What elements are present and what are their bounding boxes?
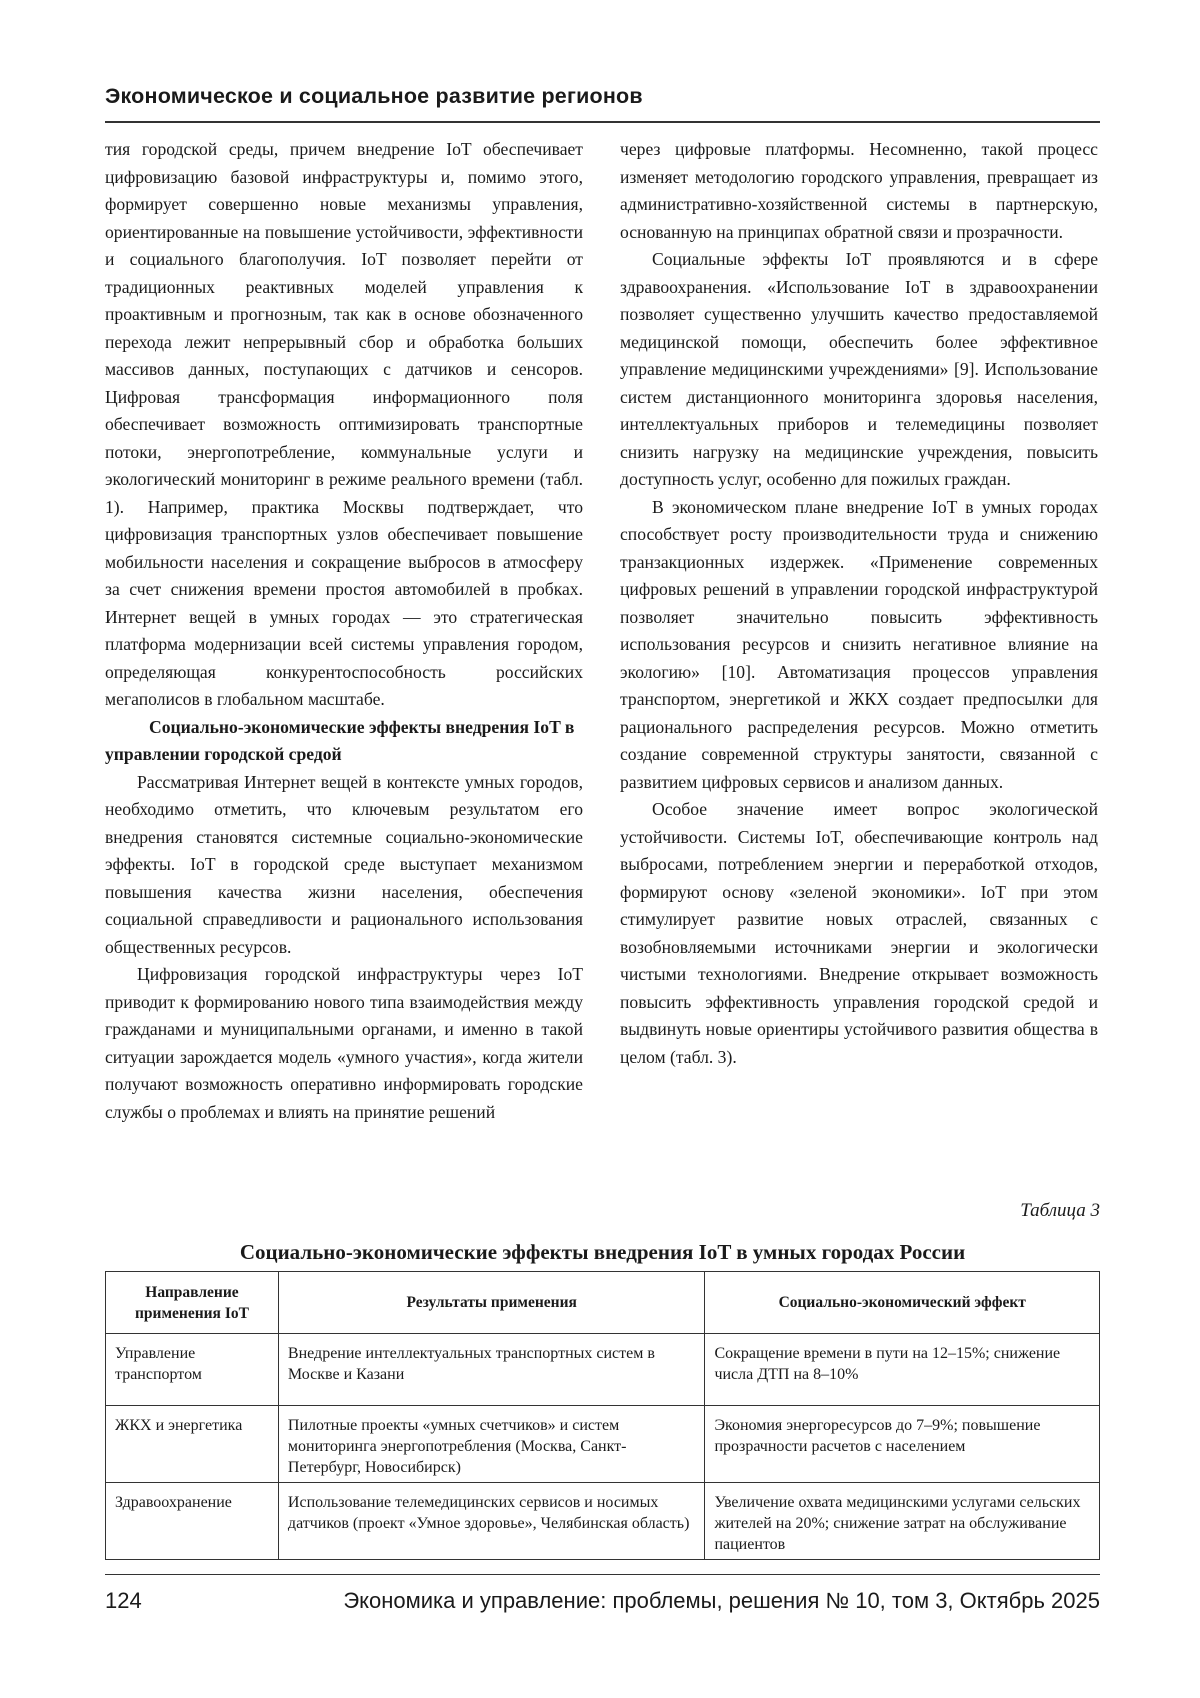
table-header-cell: Результаты применения bbox=[278, 1272, 705, 1334]
table-cell: Увеличение охвата медицинскими услугами сельских жителей на 20%; снижение затрат на обслуживание пациентов bbox=[705, 1483, 1100, 1560]
journal-section-header: Экономическое и социальное развитие регионов bbox=[105, 84, 643, 108]
header-divider bbox=[105, 121, 1100, 123]
right-paragraph-1: через цифровые платформы. Несомненно, такой процесс изменяет методологию городского управления, превращает из административно-хозяйственной системы в партнерскую, основанную на принципах обратной связи и прозрачности. bbox=[620, 139, 1098, 242]
left-paragraph-1: тия городской среды, причем внедрение IoT обеспечивает цифровизацию базовой инфраструктуры и, помимо этого, формирует совершенно новые механизмы управления, ориентированные на повышение устойчивости, эффективности и социального благополучия. IoT позволяет перейти от традиционных реактивных моделей управления к проактивным и прогнозным, так как в основе обозначенного перехода лежит непрерывный сбор и обработка больших массивов данных, поступающих с датчиков и сенсоров. Цифровая трансформация информационного поля обеспечивает возможность оптимизировать транспортные потоки, энергопотребление, коммунальные услуги и экологический мониторинг в режиме реального времени (табл. 1). Например, практика Москвы подтверждает, что цифровизация транспортных узлов обеспечивает повышение мобильности населения и сокращение выбросов в атмосферу за счет снижения времени простоя автомобилей в пробках. Интернет вещей в умных городах — это стратегическая платформа модернизации всей системы управления городом, определяющая конкурентоспособность российских мегаполисов в глобальном масштабе. bbox=[105, 139, 583, 709]
table-cell: Экономия энергоресурсов до 7–9%; повышение прозрачности расчетов с населением bbox=[705, 1406, 1100, 1483]
left-column bbox=[105, 136, 583, 1126]
table-cell: Пилотные проекты «умных счетчиков» и систем мониторинга энергопотребления (Москва, Санкт-Петербург, Новосибирск) bbox=[278, 1406, 705, 1483]
right-column bbox=[620, 136, 1098, 1071]
right-paragraph-2: Социальные эффекты IoT проявляются и в сфере здравоохранения. «Использование IoT в здравоохранении позволяет существенно улучшить качество предоставляемой медицинской помощи, обеспечить более эффективное управление медицинскими учреждениями» [9]. Использование систем дистанционного мониторинга здоровья населения, интеллектуальных приборов и телемедицины позволяет снизить нагрузку на медицинские учреждения, повысить доступность услуг, особенно для пожилых граждан. bbox=[620, 249, 1098, 489]
table-title: Социально-экономические эффекты внедрения IoT в умных городах России bbox=[239, 1240, 966, 1264]
effects-table bbox=[105, 1271, 1100, 1560]
table-row bbox=[106, 1483, 1100, 1560]
table-cell: Сокращение времени в пути на 12–15%; снижение числа ДТП на 8–10% bbox=[705, 1334, 1100, 1406]
left-paragraph-2: Рассматривая Интернет вещей в контексте умных городов, необходимо отметить, что ключевым результатом его внедрения становятся системные социально-экономические эффекты. IoT в городской среде выступает механизмом повышения качества жизни населения, обеспечения социальной справедливости и рационального использования общественных ресурсов. bbox=[105, 771, 583, 957]
table-header-row bbox=[106, 1272, 1100, 1334]
left-paragraph-3: Цифровизация городской инфраструктуры через IoT приводит к формированию нового типа взаимодействия между гражданами и муниципальными органами, и именно в такой ситуации зарождается модель «умного участия», когда жители получают возможность оперативно информировать городские службы о проблемах и влиять на принятие решений bbox=[105, 964, 583, 1122]
table-cell: Управление транспортом bbox=[106, 1334, 279, 1406]
table-label: Таблица 3 bbox=[1020, 1200, 1100, 1221]
journal-footer-title: Экономика и управление: проблемы, решения № 10, том 3, Октябрь 2025 bbox=[343, 1588, 1100, 1613]
table-header-cell: Социально-экономический эффект bbox=[705, 1272, 1100, 1334]
right-paragraph-3: В экономическом плане внедрение IoT в умных городах способствует росту производительности труда и снижению транзакционных издержек. «Применение современных цифровых решений в управлении городской инфраструктурой позволяет значительно повысить эффективность использования ресурсов и снизить негативное влияние на экологию» [10]. Автоматизация процессов управления транспортом, энергетикой и ЖКХ создает предпосылки для рационального распределения ресурсов. Можно отметить создание современной структуры занятости, связанной с развитием цифровых сервисов и анализом данных. bbox=[620, 496, 1098, 792]
table-cell: Внедрение интеллектуальных транспортных систем в Москве и Казани bbox=[278, 1334, 705, 1406]
section-heading: Социально-экономические эффекты внедрения IoT в управлении городской средой bbox=[105, 716, 575, 764]
right-paragraph-4: Особое значение имеет вопрос экологической устойчивости. Системы IoT, обеспечивающие контроль над выбросами, потреблением энергии и переработкой отходов, формируют основу «зеленой экономики». IoT при этом стимулирует развитие новых отраслей, связанных с возобновляемыми источниками энергии и экологически чистыми технологиями. Внедрение открывает возможность повысить эффективность управления городской средой и выдвинуть новые ориентиры устойчивого развития общества в целом (табл. 3). bbox=[620, 799, 1098, 1067]
page-number: 124 bbox=[105, 1588, 142, 1613]
table-cell: Здравоохранение bbox=[106, 1483, 279, 1560]
footer-divider bbox=[105, 1574, 1100, 1575]
table-header-cell: Направление применения IoT bbox=[106, 1272, 279, 1334]
table-row bbox=[106, 1334, 1100, 1406]
table-cell: Использование телемедицинских сервисов и носимых датчиков (проект «Умное здоровье», Челябинская область) bbox=[278, 1483, 705, 1560]
table-cell: ЖКХ и энергетика bbox=[106, 1406, 279, 1483]
table-row bbox=[106, 1406, 1100, 1483]
